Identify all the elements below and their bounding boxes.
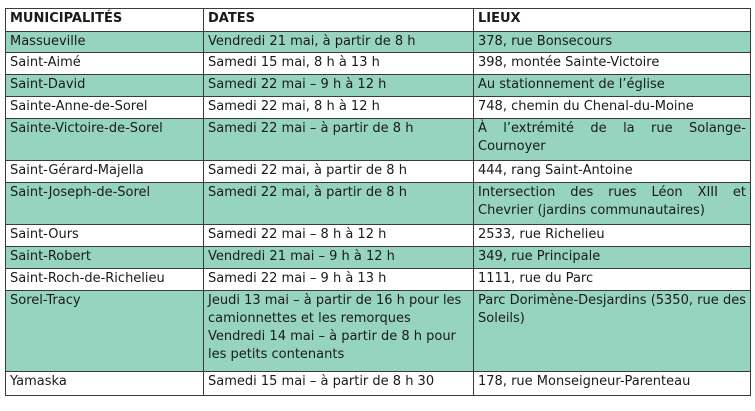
cell-municipalite: Saint-Aimé — [6, 53, 204, 75]
lieu-line: 444, rang Saint-Antoine — [478, 163, 633, 178]
cell-lieux — [474, 247, 751, 269]
cell-lieux — [474, 269, 751, 291]
cell-dates — [204, 97, 474, 119]
table-row — [6, 247, 751, 269]
cell-dates — [204, 247, 474, 269]
table-row — [6, 75, 751, 97]
table-row — [6, 97, 751, 119]
lieu-line: 1111, rue du Parc — [478, 271, 594, 286]
cell-municipalite: Saint-Roch-de-Richelieu — [6, 269, 204, 291]
cell-municipalite: Sainte-Victoire-de-Sorel — [6, 119, 204, 161]
date-line: Samedi 15 mai – à partir de 8 h 30 — [208, 374, 435, 389]
lieu-line: Au stationnement de l’église — [478, 77, 665, 92]
cell-lieux — [474, 32, 751, 53]
date-line: Samedi 22 mai, 8 h à 12 h — [208, 99, 380, 114]
cell-dates — [204, 32, 474, 53]
date-line: Samedi 22 mai, à partir de 8 h — [208, 185, 407, 200]
cell-municipalite: Saint-Gérard-Majella — [6, 161, 204, 183]
lieu-line: Parc Dorimène-Desjardins (5350, rue des Soleils) — [478, 293, 746, 326]
lieu-line: Intersection des rues Léon XIII et Chevrier (jardins communautaires) — [478, 185, 746, 218]
cell-lieux — [474, 97, 751, 119]
date-line: Samedi 22 mai – 9 h à 13 h — [208, 271, 387, 286]
date-line: Vendredi 14 mai – à partir de 8 h pour les petits contenants — [208, 329, 456, 362]
cell-municipalite: Yamaska — [6, 372, 204, 396]
date-line: Samedi 22 mai – 9 h à 12 h — [208, 77, 387, 92]
date-line: Vendredi 21 mai – 9 h à 12 h — [208, 249, 395, 264]
cell-dates — [204, 53, 474, 75]
table-row — [6, 269, 751, 291]
cell-dates — [204, 119, 474, 161]
cell-dates — [204, 269, 474, 291]
collection-schedule-table — [5, 8, 751, 396]
cell-dates — [204, 372, 474, 396]
lieu-line: 378, rue Bonsecours — [478, 34, 613, 49]
table-row — [6, 119, 751, 161]
cell-dates — [204, 291, 474, 372]
date-line: Vendredi 21 mai, à partir de 8 h — [208, 34, 416, 49]
lieu-line: 748, chemin du Chenal-du-Moine — [478, 99, 694, 114]
table-row — [6, 53, 751, 75]
cell-lieux — [474, 291, 751, 372]
cell-lieux — [474, 183, 751, 225]
table-row — [6, 291, 751, 372]
cell-lieux — [474, 161, 751, 183]
cell-lieux — [474, 225, 751, 247]
cell-municipalite: Sorel-Tracy — [6, 291, 204, 372]
date-line: Samedi 22 mai – à partir de 8 h — [208, 121, 414, 136]
table-row — [6, 225, 751, 247]
date-line: Samedi 22 mai – 8 h à 12 h — [208, 227, 387, 242]
cell-municipalite: Sainte-Anne-de-Sorel — [6, 97, 204, 119]
table-row — [6, 183, 751, 225]
date-line: Samedi 22 mai, à partir de 8 h — [208, 163, 407, 178]
cell-municipalite: Massueville — [6, 32, 204, 53]
table-header-row — [6, 9, 751, 32]
cell-municipalite: Saint-Robert — [6, 247, 204, 269]
cell-lieux — [474, 119, 751, 161]
table-row — [6, 32, 751, 53]
lieu-line: À l’extrémité de la rue Solange-Cournoyer — [478, 121, 746, 154]
header-dates: DATES — [204, 9, 474, 32]
cell-dates — [204, 161, 474, 183]
lieu-line: 178, rue Monseigneur-Parenteau — [478, 374, 691, 389]
cell-lieux — [474, 372, 751, 396]
cell-municipalite: Saint-Joseph-de-Sorel — [6, 183, 204, 225]
cell-dates — [204, 75, 474, 97]
date-line: Samedi 15 mai, 8 h à 13 h — [208, 55, 380, 70]
header-lieux: LIEUX — [474, 9, 751, 32]
cell-lieux — [474, 53, 751, 75]
cell-dates — [204, 183, 474, 225]
lieu-line: 2533, rue Richelieu — [478, 227, 605, 242]
header-municipalites: MUNICIPALITÉS — [6, 9, 204, 32]
lieu-line: 349, rue Principale — [478, 249, 601, 264]
table-row — [6, 372, 751, 396]
cell-lieux — [474, 75, 751, 97]
cell-municipalite: Saint-Ours — [6, 225, 204, 247]
lieu-line: 398, montée Sainte-Victoire — [478, 55, 660, 70]
date-line: Jeudi 13 mai – à partir de 16 h pour les camionnettes et les remorques — [208, 293, 462, 326]
table-row — [6, 161, 751, 183]
cell-dates — [204, 225, 474, 247]
cell-municipalite: Saint-David — [6, 75, 204, 97]
